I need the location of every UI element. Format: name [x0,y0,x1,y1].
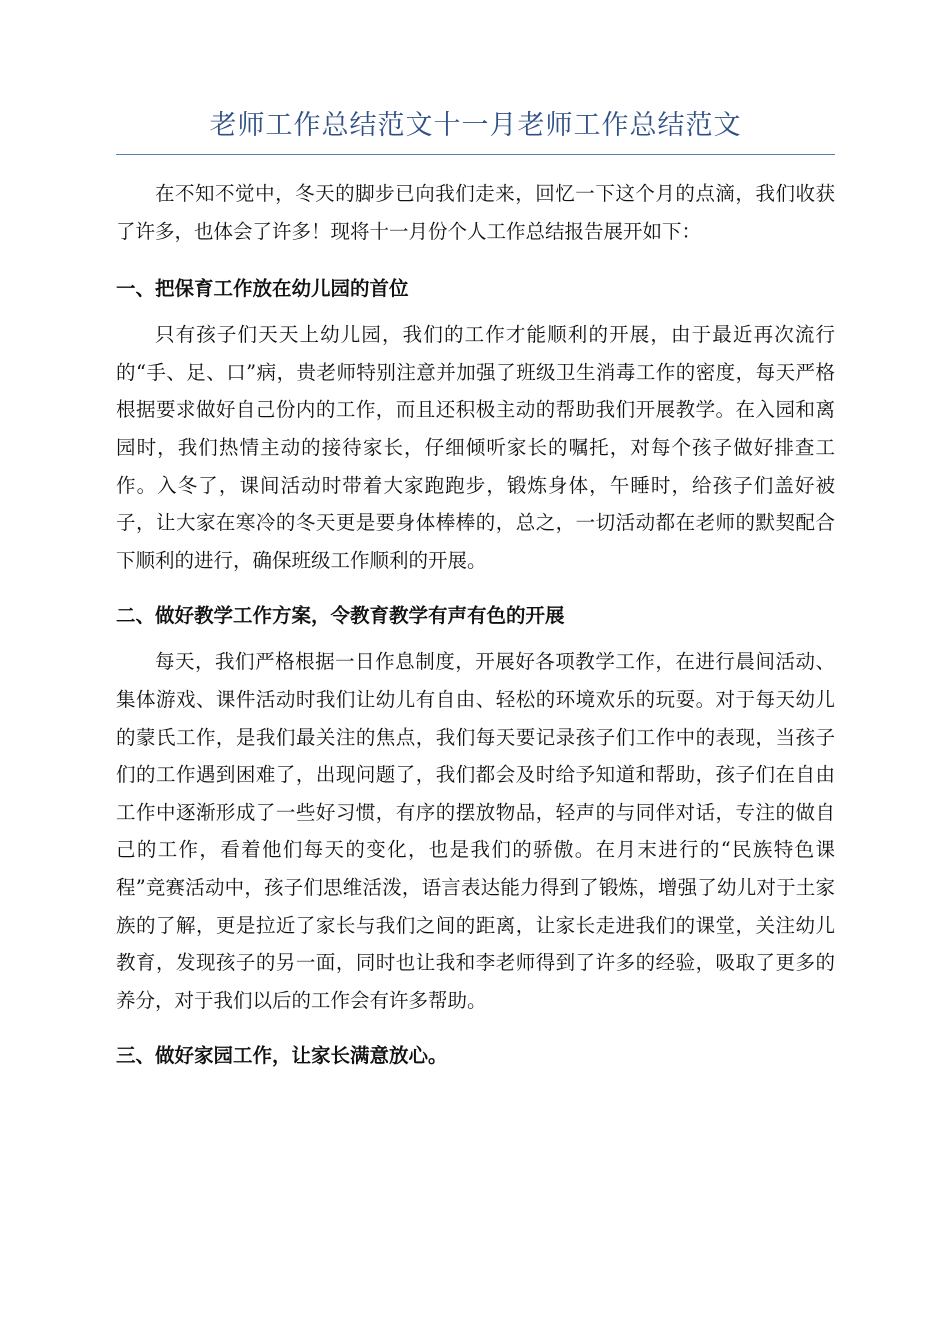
title-block [116,104,835,155]
intro-paragraph: 在不知不觉中，冬天的脚步已向我们走来，回忆一下这个月的点滴，我们收获了许多，也体会了许多！现将十一月份个人工作总结报告展开如下： [116,182,835,243]
section-heading-3: 三、做好家园工作，让家长满意放心。 [116,1044,448,1068]
document-title: 老师工作总结范文十一月老师工作总结范文 [209,110,742,141]
section-heading-2: 二、做好教学工作方案，令教育教学有声有色的开展 [116,604,565,628]
document-page [116,104,835,1071]
section-heading-1: 一、把保育工作放在幼儿园的首位 [116,277,409,301]
section-body-2: 每天，我们严格根据一日作息制度，开展好各项教学工作，在进行晨间活动、集体游戏、课件活动时我们让幼儿有自由、轻松的环境欢乐的玩耍。对于每天幼儿的蒙氏工作，是我们最关注的焦点，我们每天要记录孩子们工作中的表现，当孩子们的工作遇到困难了，出现问题了，我们都会及时给予知道和帮助，孩子们在自由工作中逐渐形成了一些好习惯，有序的摆放物品，轻声的与同伴对话，专注的做自己的工作，看着他们每天的变化，也是我们的骄傲。在月末进行的“民族特色课程”竞赛活动中，孩子们思维活泼，语言表达能力得到了锻炼，增强了幼儿对于土家族的了解，更是拉近了家长与我们之间的距离，让家长走进我们的课堂，关注幼儿教育，发现孩子的另一面，同时也让我和李老师得到了许多的经验，吸取了更多的养分，对于我们以后的工作会有许多帮助。 [116,650,835,1012]
section-body-1: 只有孩子们天天上幼儿园，我们的工作才能顺利的开展，由于最近再次流行的“手、足、口”病，贵老师特别注意并加强了班级卫生消毒工作的密度，每天严格根据要求做好自己份内的工作，而且还积极主动的帮助我们开展教学。在入园和离园时，我们热情主动的接待家长，仔细倾听家长的嘱托，对每个孩子做好排查工作。入冬了，课间活动时带着大家跑跑步，锻炼身体，午睡时，给孩子们盖好被子，让大家在寒冷的冬天更是要身体棒棒的，总之，一切活动都在老师的默契配合下顺利的进行，确保班级工作顺利的开展。 [116,323,835,572]
